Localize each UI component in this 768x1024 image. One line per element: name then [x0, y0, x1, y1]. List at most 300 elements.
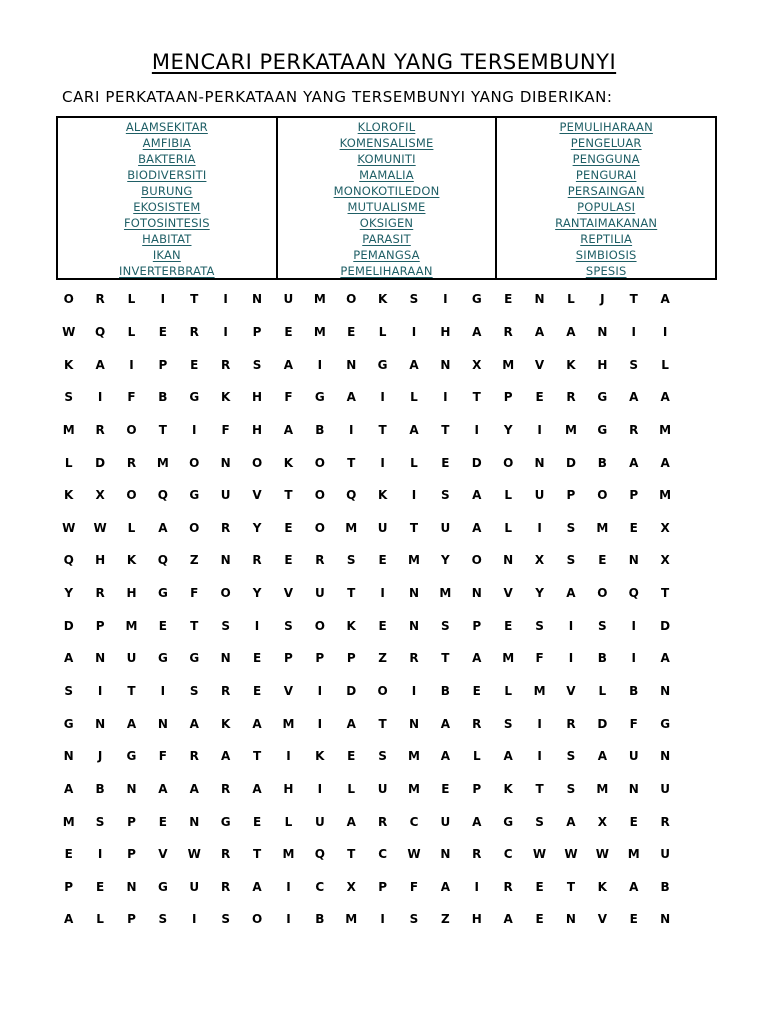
word-list-item: RANTAIMAKANAN	[555, 216, 658, 230]
grid-letter: S	[346, 553, 356, 568]
grid-letter: I	[223, 292, 228, 307]
grid-letter: G	[157, 651, 168, 666]
grid-letter: Q	[63, 553, 74, 568]
grid-letter: O	[220, 586, 231, 601]
grid-letter: L	[504, 488, 512, 503]
grid-letter: S	[189, 684, 199, 698]
grid-letter: S	[64, 390, 74, 405]
grid-letter: M	[659, 422, 672, 437]
grid-letter: U	[220, 488, 231, 503]
grid-letter: Q	[628, 586, 639, 601]
grid-letter: M	[313, 292, 326, 307]
grid-letter: G	[220, 814, 231, 829]
grid-letter: H	[252, 390, 263, 405]
grid-letter: Q	[157, 488, 168, 503]
word-list-item: SPESIS	[585, 264, 627, 278]
grid-letter: L	[661, 357, 669, 372]
grid-letter: V	[503, 586, 513, 601]
grid-letter: L	[64, 455, 73, 470]
grid-letter: A	[252, 781, 262, 796]
word-list-item: INVERTERBRATA	[119, 264, 215, 278]
grid-letter: E	[252, 684, 262, 698]
grid-letter: N	[95, 651, 106, 666]
grid-letter: G	[377, 357, 388, 372]
word-list-item: PEMANGSA	[353, 248, 420, 262]
word-list-item: BURUNG	[141, 184, 193, 198]
grid-letter: E	[441, 455, 450, 470]
grid-letter: S	[566, 781, 576, 796]
grid-letter: I	[443, 292, 448, 307]
grid-letter: R	[221, 357, 231, 372]
grid-letter: G	[63, 716, 74, 731]
grid-letter: I	[97, 390, 103, 405]
grid-letter: B	[440, 684, 450, 698]
grid-letter: R	[629, 422, 639, 437]
grid-letter: R	[221, 847, 231, 862]
grid-letter: V	[158, 847, 168, 862]
word-list-item: SIMBIOSIS	[575, 248, 637, 262]
grid-letter: G	[157, 586, 168, 601]
grid-letter: F	[190, 586, 199, 601]
grid-letter: E	[535, 879, 544, 894]
word-list-box	[56, 116, 717, 280]
grid-letter: K	[64, 357, 74, 372]
grid-letter: A	[346, 716, 356, 731]
grid-letter: N	[220, 553, 231, 568]
grid-letter: N	[660, 749, 671, 764]
grid-letter: O	[377, 684, 388, 698]
word-list-item: OKSIGEN	[359, 216, 414, 230]
grid-letter: M	[502, 651, 515, 666]
grid-letter: A	[629, 390, 639, 405]
grid-letter: A	[660, 292, 670, 307]
grid-letter: V	[283, 586, 294, 601]
grid-letter: S	[566, 749, 576, 764]
grid-letter: P	[472, 618, 482, 633]
grid-letter: T	[378, 422, 387, 437]
grid-letter: E	[347, 324, 356, 339]
grid-letter: E	[378, 618, 387, 633]
grid-letter: Z	[189, 553, 199, 568]
grid-letter: N	[220, 651, 231, 666]
grid-letter: I	[537, 749, 542, 764]
grid-letter: I	[97, 847, 103, 862]
grid-letter: K	[315, 749, 325, 764]
grid-letter: M	[62, 422, 75, 437]
grid-letter: K	[566, 357, 576, 372]
grid-letter: A	[472, 324, 482, 339]
grid-letter: D	[597, 716, 608, 731]
grid-letter: A	[629, 879, 639, 894]
grid-letter: A	[440, 716, 451, 731]
grid-letter: N	[189, 814, 200, 829]
grid-letter: V	[283, 684, 294, 698]
grid-letter: C	[409, 814, 419, 829]
word-list-item: REPTILIA	[580, 232, 633, 246]
grid-letter: S	[378, 749, 387, 764]
grid-letter: S	[95, 814, 105, 829]
grid-letter: N	[126, 781, 137, 796]
grid-letter: G	[314, 390, 325, 405]
grid-letter: R	[221, 879, 231, 894]
grid-letter: I	[631, 324, 636, 339]
page-title: MENCARI PERKATAAN YANG TERSEMBUNYI	[151, 50, 617, 74]
grid-letter: W	[62, 324, 76, 339]
grid-letter: R	[472, 716, 482, 731]
grid-letter: R	[126, 455, 137, 470]
grid-letter: R	[315, 553, 325, 568]
grid-letter: H	[126, 586, 137, 601]
grid-letter: T	[252, 749, 262, 764]
grid-letter: H	[283, 781, 294, 796]
grid-letter: T	[472, 390, 481, 405]
grid-letter: A	[660, 651, 670, 666]
grid-letter: X	[660, 553, 670, 568]
grid-letter: I	[474, 422, 479, 437]
grid-letter: I	[537, 716, 542, 731]
grid-letter: W	[62, 520, 76, 535]
grid-letter: R	[503, 324, 513, 339]
grid-letter: A	[283, 357, 294, 372]
grid-letter: U	[440, 814, 451, 829]
grid-letter: I	[223, 324, 228, 339]
grid-letter: A	[346, 814, 356, 829]
grid-letter: N	[534, 455, 545, 470]
grid-letter: R	[566, 716, 576, 731]
grid-letter: K	[283, 455, 294, 470]
word-list-item: PENGURAI	[575, 168, 637, 182]
grid-letter: D	[63, 618, 74, 633]
grid-letter: A	[472, 488, 482, 503]
grid-letter: I	[254, 618, 260, 633]
grid-letter: I	[631, 618, 636, 633]
grid-letter: N	[220, 455, 231, 470]
grid-letter: I	[380, 390, 385, 405]
grid-letter: O	[126, 422, 137, 437]
grid-letter: U	[628, 749, 639, 764]
grid-letter: I	[474, 879, 479, 894]
grid-letter: Q	[94, 324, 106, 339]
word-list-item: MAMALIA	[359, 168, 414, 182]
grid-letter: A	[503, 912, 513, 927]
grid-letter: T	[347, 586, 356, 601]
grid-letter: N	[471, 586, 482, 601]
grid-letter: L	[567, 292, 575, 307]
grid-letter: L	[410, 455, 418, 470]
grid-letter: T	[190, 618, 199, 633]
instruction-text: CARI PERKATAAN-PERKATAAN YANG TERSEMBUNYI YANG DIBERIKAN:	[62, 88, 613, 106]
word-list-item: FOTOSINTESIS	[123, 216, 210, 230]
grid-letter: R	[409, 651, 419, 666]
grid-letter: G	[503, 814, 514, 829]
grid-letter: A	[440, 879, 451, 894]
grid-letter: D	[95, 455, 106, 470]
grid-letter: O	[189, 520, 200, 535]
grid-letter: H	[440, 324, 451, 339]
grid-letter: I	[662, 324, 668, 339]
grid-letter: A	[472, 651, 482, 666]
grid-letter: I	[317, 716, 323, 731]
grid-letter: A	[597, 749, 607, 764]
word-list-column	[495, 118, 715, 278]
grid-letter: E	[504, 618, 513, 633]
grid-letter: A	[660, 455, 670, 470]
grid-letter: U	[377, 520, 388, 535]
grid-letter: T	[661, 586, 670, 601]
grid-letter: I	[537, 520, 542, 535]
grid-letter: M	[627, 847, 640, 862]
grid-letter: E	[535, 912, 544, 927]
grid-letter: M	[596, 781, 609, 796]
grid-letter: M	[62, 814, 75, 829]
grid-letter: N	[440, 357, 451, 372]
grid-letter: R	[189, 749, 199, 764]
grid-letter: O	[189, 455, 200, 470]
grid-letter: A	[409, 422, 419, 437]
grid-letter: R	[95, 292, 105, 307]
grid-letter: W	[407, 847, 421, 862]
grid-letter: E	[64, 847, 73, 862]
grid-letter: E	[158, 324, 167, 339]
grid-letter: G	[597, 422, 608, 437]
grid-letter: N	[408, 716, 420, 731]
grid-letter: R	[252, 553, 262, 568]
grid-letter: P	[315, 651, 325, 666]
grid-letter: M	[408, 749, 420, 764]
word-list-column	[58, 118, 276, 278]
grid-letter: W	[532, 847, 547, 862]
grid-letter: E	[284, 520, 293, 535]
grid-letter: T	[347, 455, 356, 470]
grid-letter: E	[504, 292, 513, 307]
grid-letter: N	[628, 553, 639, 568]
grid-letter: H	[95, 553, 106, 568]
grid-letter: T	[158, 422, 167, 437]
grid-letter: A	[409, 357, 419, 372]
grid-letter: A	[64, 912, 74, 927]
grid-letter: F	[221, 422, 230, 437]
grid-letter: F	[127, 390, 136, 405]
grid-letter: N	[408, 586, 420, 601]
grid-letter: U	[660, 781, 670, 796]
grid-letter: O	[314, 488, 325, 503]
grid-letter: A	[252, 716, 262, 731]
grid-letter: M	[156, 455, 169, 470]
grid-letter: H	[471, 912, 482, 927]
grid-letter: S	[598, 618, 607, 633]
grid-letter: F	[158, 749, 167, 764]
word-list-item: BIODIVERSITI	[127, 168, 207, 182]
grid-letter: H	[252, 422, 263, 437]
grid-letter: R	[189, 324, 199, 339]
grid-letter: G	[471, 292, 482, 307]
grid-letter: K	[597, 879, 607, 894]
grid-letter: U	[314, 586, 325, 601]
grid-letter: S	[535, 814, 544, 829]
grid-letter: T	[284, 488, 293, 503]
grid-letter: A	[158, 520, 168, 535]
word-list-item: IKAN	[152, 248, 181, 262]
grid-letter: W	[595, 847, 609, 862]
word-list-column	[276, 118, 496, 278]
grid-letter: S	[441, 618, 450, 633]
grid-letter: Y	[252, 520, 262, 535]
grid-letter: W	[93, 520, 107, 535]
grid-letter: N	[628, 781, 639, 796]
grid-letter: T	[566, 879, 576, 894]
grid-letter: O	[597, 586, 608, 601]
word-list-item: BAKTERIA	[138, 152, 196, 166]
grid-letter: C	[503, 847, 513, 862]
grid-letter: X	[597, 814, 607, 829]
grid-letter: V	[252, 488, 262, 503]
grid-letter: G	[189, 651, 200, 666]
grid-letter: O	[346, 292, 357, 307]
grid-letter: K	[346, 618, 356, 633]
grid-letter: B	[95, 781, 105, 796]
grid-letter: M	[596, 520, 609, 535]
grid-letter: F	[284, 390, 293, 405]
grid-letter: F	[535, 651, 544, 666]
grid-letter: K	[377, 292, 388, 307]
word-list-item: MONOKOTILEDON	[333, 184, 440, 198]
grid-letter: M	[533, 684, 546, 698]
grid-letter: I	[631, 651, 636, 666]
grid-letter: Q	[346, 488, 357, 503]
grid-letter: R	[221, 781, 231, 796]
grid-letter: K	[503, 781, 513, 796]
grid-letter: N	[660, 912, 671, 927]
grid-letter: N	[126, 879, 137, 894]
grid-letter: E	[347, 749, 356, 764]
grid-letter: E	[252, 651, 262, 666]
grid-letter: E	[95, 879, 105, 894]
grid-letter: P	[378, 879, 387, 894]
grid-letter: A	[221, 749, 231, 764]
grid-letter: O	[251, 912, 263, 927]
grid-letter: N	[660, 684, 671, 698]
grid-letter: N	[534, 292, 545, 307]
grid-letter: O	[126, 488, 137, 503]
grid-letter: U	[534, 488, 545, 503]
grid-letter: A	[566, 324, 576, 339]
grid-letter: T	[441, 422, 450, 437]
grid-letter: Z	[378, 651, 387, 666]
grid-letter: Z	[441, 912, 450, 927]
word-list-item: PEMULIHARAAN	[559, 120, 653, 134]
grid-letter: Y	[64, 586, 74, 601]
grid-letter: T	[441, 651, 450, 666]
grid-letter: T	[378, 716, 387, 731]
grid-letter: I	[380, 455, 385, 470]
grid-letter: G	[189, 488, 200, 503]
grid-letter: M	[345, 912, 358, 927]
grid-letter: A	[472, 814, 482, 829]
grid-letter: M	[564, 422, 577, 437]
grid-letter: I	[160, 292, 166, 307]
grid-letter: I	[317, 357, 323, 372]
grid-letter: Y	[503, 422, 513, 437]
grid-letter: N	[63, 749, 74, 764]
grid-letter: A	[346, 390, 356, 405]
grid-letter: B	[660, 879, 670, 894]
grid-letter: B	[315, 422, 325, 437]
grid-letter: P	[127, 814, 136, 829]
grid-letter: T	[629, 292, 638, 307]
word-list-item: POPULASI	[577, 200, 636, 214]
grid-letter: N	[346, 357, 357, 372]
grid-letter: O	[314, 455, 325, 470]
grid-letter: N	[95, 716, 106, 731]
grid-letter: C	[378, 847, 387, 862]
grid-letter: I	[411, 324, 417, 339]
word-list-item: KOMUNITI	[357, 152, 416, 166]
grid-letter: A	[252, 879, 262, 894]
word-list-item: KLOROFIL	[357, 120, 416, 134]
grid-letter: G	[597, 390, 608, 405]
grid-letter: U	[440, 520, 451, 535]
grid-letter: L	[347, 781, 356, 796]
grid-letter: I	[380, 586, 385, 601]
grid-letter: E	[629, 814, 638, 829]
grid-letter: I	[317, 684, 323, 698]
word-list-item: ALAMSEKITAR	[125, 120, 208, 134]
grid-letter: P	[284, 651, 293, 666]
grid-letter: I	[411, 684, 417, 698]
word-list-item: PERSAINGAN	[567, 184, 645, 198]
grid-letter: K	[220, 716, 231, 731]
grid-letter: S	[252, 357, 262, 372]
grid-letter: Y	[441, 553, 450, 568]
grid-letter: E	[629, 520, 638, 535]
grid-letter: M	[439, 586, 452, 601]
grid-letter: B	[597, 455, 607, 470]
grid-letter: S	[503, 716, 513, 731]
grid-letter: N	[252, 292, 263, 307]
grid-letter: D	[660, 618, 671, 633]
grid-letter: M	[282, 847, 295, 862]
grid-letter: P	[158, 357, 168, 372]
grid-letter: R	[566, 390, 576, 405]
word-list-item: PENGGUNA	[572, 152, 640, 166]
grid-letter: J	[600, 292, 605, 307]
grid-letter: A	[126, 716, 137, 731]
grid-letter: S	[629, 357, 639, 372]
grid-letter: A	[283, 422, 294, 437]
letter-grid	[53, 283, 713, 936]
grid-letter: D	[471, 455, 482, 470]
grid-letter: G	[189, 390, 200, 405]
grid-letter: S	[64, 684, 74, 698]
grid-letter: W	[564, 847, 578, 862]
grid-letter: A	[440, 749, 451, 764]
grid-letter: K	[220, 390, 231, 405]
grid-letter: F	[409, 879, 419, 894]
grid-letter: I	[537, 422, 542, 437]
grid-letter: A	[64, 781, 74, 796]
grid-letter: I	[443, 390, 448, 405]
grid-letter: P	[566, 488, 576, 503]
grid-letter: R	[660, 814, 670, 829]
word-list-item: KOMENSALISME	[339, 136, 434, 150]
grid-letter: U	[377, 781, 388, 796]
grid-letter: P	[472, 781, 482, 796]
grid-letter: Q	[157, 553, 168, 568]
grid-letter: I	[568, 651, 574, 666]
grid-letter: N	[157, 716, 168, 731]
grid-letter: S	[409, 912, 419, 927]
grid-letter: R	[95, 422, 105, 437]
